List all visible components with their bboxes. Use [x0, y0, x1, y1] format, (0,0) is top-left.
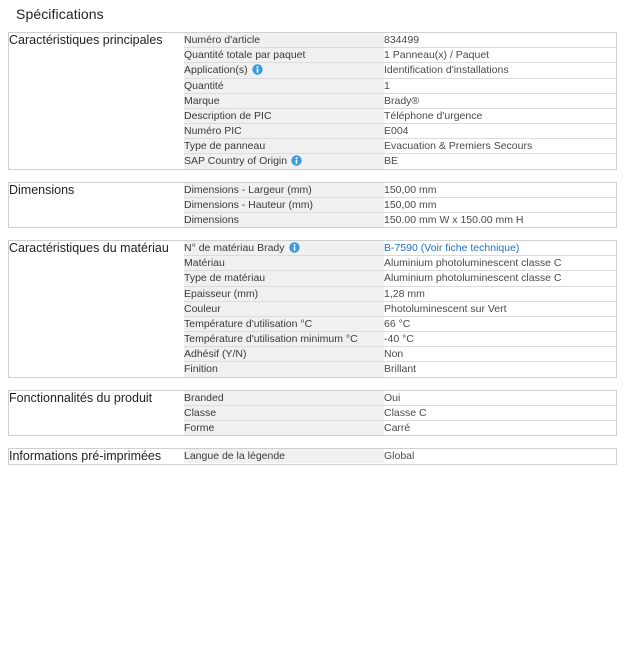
spec-row-label-text: Classe	[184, 406, 217, 419]
spec-row-label-text: Dimensions - Largeur (mm)	[184, 183, 312, 196]
spec-row-label	[184, 332, 384, 347]
spec-row-value: Global	[384, 449, 616, 463]
spec-row-label-text: Matériau	[184, 257, 225, 270]
spec-section	[8, 390, 617, 437]
spec-row	[184, 212, 616, 227]
spec-rows-cell	[184, 182, 617, 228]
spec-row-label	[184, 391, 384, 406]
spec-row	[184, 183, 616, 198]
spec-row-label	[184, 271, 384, 286]
spec-row-label-text: Branded	[184, 391, 224, 404]
spec-section-category: Informations pré-imprimées	[9, 449, 185, 465]
spec-row-value: 1,28 mm	[384, 286, 616, 301]
spec-row-label-text: Dimensions	[184, 213, 239, 226]
spec-row	[184, 48, 616, 63]
spec-row	[184, 286, 616, 301]
spec-row-label	[184, 124, 384, 139]
spec-row	[184, 154, 616, 169]
spec-section-category: Caractéristiques principales	[9, 33, 185, 170]
spec-row-label	[184, 256, 384, 271]
spec-row-value: Carré	[384, 420, 616, 435]
spec-rows-cell	[184, 449, 617, 465]
spec-section	[8, 448, 617, 465]
spec-rows-cell	[184, 33, 617, 170]
spec-row	[184, 301, 616, 316]
spec-row-value: Oui	[384, 391, 616, 406]
spec-row-value: 150,00 mm	[384, 197, 616, 212]
spec-row-label	[184, 347, 384, 362]
spec-row	[184, 108, 616, 123]
spec-rows-table	[184, 33, 616, 169]
info-icon[interactable]	[252, 64, 263, 75]
spec-section	[8, 182, 617, 229]
spec-section	[8, 240, 617, 378]
spec-row-value: 66 °C	[384, 316, 616, 331]
spec-row-label-text: Forme	[184, 421, 215, 434]
spec-section-category: Dimensions	[9, 182, 185, 228]
info-icon[interactable]	[291, 155, 302, 166]
specifications-page	[0, 6, 625, 465]
info-icon[interactable]	[289, 242, 300, 253]
spec-row	[184, 332, 616, 347]
spec-row-label	[184, 183, 384, 198]
spec-rows-table	[184, 241, 616, 377]
spec-row	[184, 139, 616, 154]
spec-row-label-text: N° de matériau Brady	[184, 242, 285, 255]
spec-row-value: Identification d'installations	[384, 63, 616, 78]
spec-row	[184, 197, 616, 212]
spec-row-label	[184, 154, 384, 169]
spec-row-label	[184, 48, 384, 63]
spec-row-value: E004	[384, 124, 616, 139]
spec-row	[184, 391, 616, 406]
spec-row	[184, 420, 616, 435]
spec-rows-table	[184, 449, 616, 463]
spec-row-label-text: Finition	[184, 363, 218, 376]
spec-row-label	[184, 316, 384, 331]
spec-row-label	[184, 301, 384, 316]
spec-row	[184, 63, 616, 78]
page-title: Spécifications	[16, 6, 104, 22]
spec-row-value-link[interactable]: B-7590 (Voir fiche technique)	[384, 241, 616, 256]
spec-section	[8, 32, 617, 170]
spec-row-value: BE	[384, 154, 616, 169]
spec-row-value: 150,00 mm	[384, 183, 616, 198]
spec-row	[184, 271, 616, 286]
spec-row-label-text: Type de panneau	[184, 140, 266, 153]
spec-row-label-text: Langue de la légende	[184, 450, 286, 463]
spec-row-label-text: Description de PIC	[184, 109, 272, 122]
spec-rows-cell	[184, 241, 617, 378]
spec-row-value: Classe C	[384, 405, 616, 420]
spec-row-label	[184, 241, 384, 256]
spec-row	[184, 316, 616, 331]
spec-row-value: Photoluminescent sur Vert	[384, 301, 616, 316]
spec-row-value: Non	[384, 347, 616, 362]
spec-row-value: 834499	[384, 33, 616, 48]
spec-row-label	[184, 78, 384, 93]
spec-row-label-text: Quantité	[184, 79, 224, 92]
spec-sections-container	[8, 32, 617, 465]
spec-row-label-text: Epaisseur (mm)	[184, 287, 259, 300]
spec-row-label	[184, 286, 384, 301]
spec-row-label	[184, 63, 384, 78]
spec-row-value: Brillant	[384, 362, 616, 377]
spec-row	[184, 78, 616, 93]
spec-row-label-text: Température d'utilisation minimum °C	[184, 333, 358, 346]
spec-row-label	[184, 449, 384, 463]
spec-row-value: Téléphone d'urgence	[384, 108, 616, 123]
spec-row-label-text: Quantité totale par paquet	[184, 49, 306, 62]
spec-row-label-text: Dimensions - Hauteur (mm)	[184, 198, 313, 211]
spec-row-label-text: SAP Country of Origin	[184, 155, 288, 168]
spec-rows-table	[184, 183, 616, 228]
spec-row-value: Aluminium photoluminescent classe C	[384, 256, 616, 271]
spec-row-label	[184, 33, 384, 48]
spec-row	[184, 347, 616, 362]
spec-row	[184, 241, 616, 256]
spec-row	[184, 124, 616, 139]
spec-row	[184, 449, 616, 463]
spec-row-label	[184, 420, 384, 435]
spec-row-label-text: Type de matériau	[184, 272, 266, 285]
spec-row-value: Brady®	[384, 93, 616, 108]
spec-row-label-text: Couleur	[184, 302, 221, 315]
spec-row	[184, 93, 616, 108]
spec-row-label	[184, 405, 384, 420]
spec-row-value: 150.00 mm W x 150.00 mm H	[384, 212, 616, 227]
spec-row-label-text: Application(s)	[184, 64, 248, 77]
spec-row-label-text: Adhésif (Y/N)	[184, 348, 247, 361]
spec-row-value: 1	[384, 78, 616, 93]
spec-row-label-text: Numéro PIC	[184, 125, 242, 138]
spec-row-value: Aluminium photoluminescent classe C	[384, 271, 616, 286]
spec-row-label	[184, 362, 384, 377]
spec-section-category: Caractéristiques du matériau	[9, 241, 185, 378]
spec-row-label-text: Numéro d'article	[184, 34, 261, 46]
spec-row-label-text: Température d'utilisation °C	[184, 317, 313, 330]
spec-rows-table	[184, 391, 616, 436]
spec-row-label-text: Marque	[184, 94, 220, 107]
spec-row-label	[184, 197, 384, 212]
spec-row	[184, 362, 616, 377]
spec-row-label	[184, 212, 384, 227]
spec-row-label	[184, 108, 384, 123]
spec-section-category: Fonctionnalités du produit	[9, 390, 185, 436]
spec-row-value: Evacuation & Premiers Secours	[384, 139, 616, 154]
spec-row	[184, 405, 616, 420]
spec-row-value: 1 Panneau(x) / Paquet	[384, 48, 616, 63]
spec-rows-cell	[184, 390, 617, 436]
spec-row	[184, 33, 616, 48]
spec-row-label	[184, 93, 384, 108]
spec-row	[184, 256, 616, 271]
spec-row-value: -40 °C	[384, 332, 616, 347]
spec-row-label	[184, 139, 384, 154]
